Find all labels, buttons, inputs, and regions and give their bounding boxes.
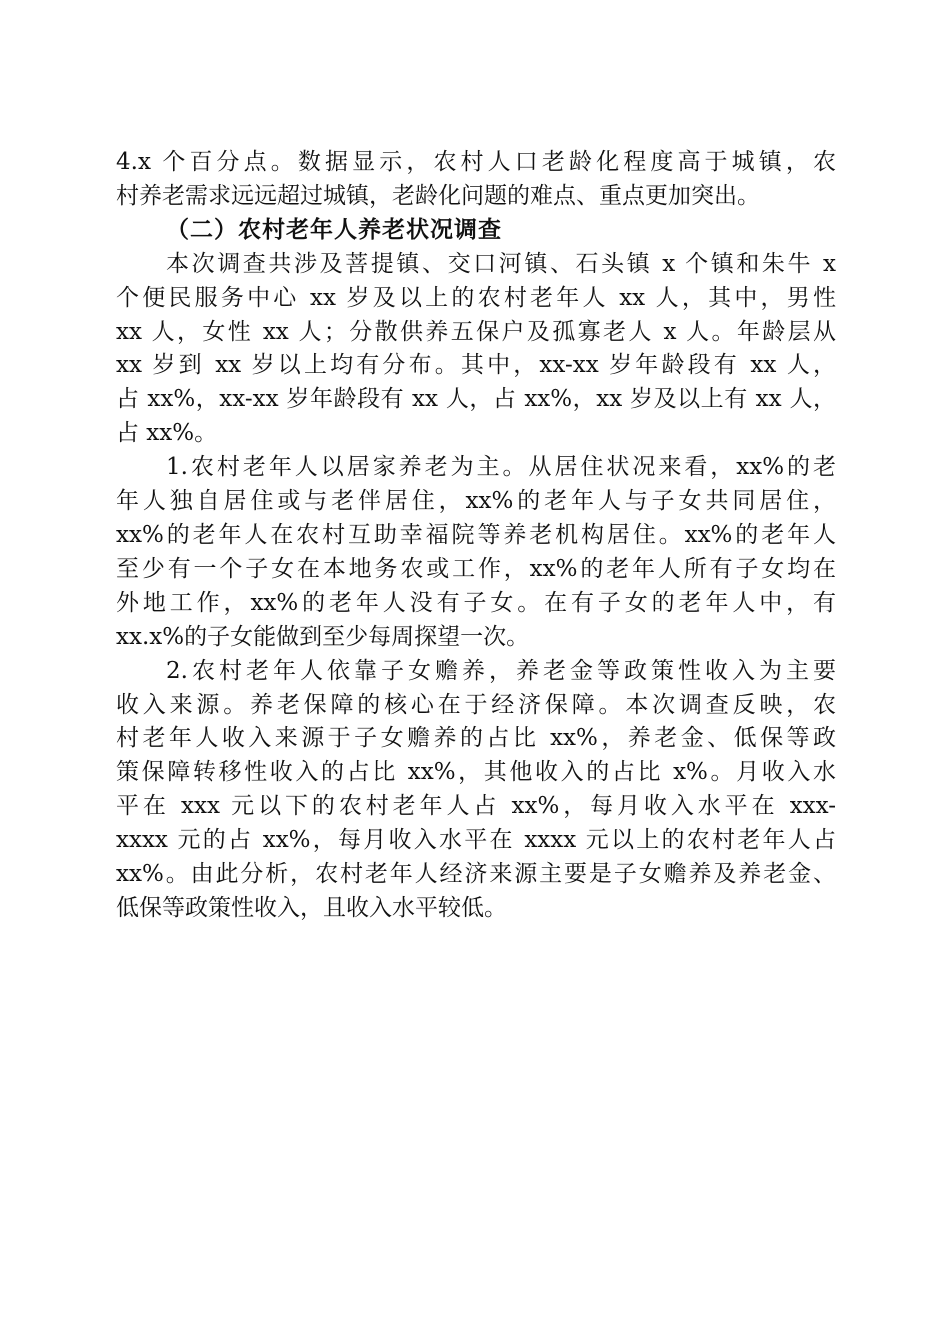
text-line: 村养老需求远远超过城镇，老龄化问题的难点、重点更加突出。 (116, 182, 760, 209)
text-line: 本次调查共涉及菩提镇、交口河镇、石头镇 x 个镇和朱牛 x (166, 250, 836, 277)
text-line: 4.x 个百分点。数据显示，农村人口老龄化程度高于城镇，农 (116, 149, 836, 175)
text-line: xx 人，女性 xx 人；分散供养五保户及孤寡老人 x 人。年龄层从 (116, 318, 836, 345)
text-line: 占 xx%。 (116, 420, 218, 447)
text-line: 收入来源。养老保障的核心在于经济保障。本次调查反映，农 (116, 691, 836, 718)
text-line: 年人独自居住或与老伴居住，xx%的老年人与子女共同居住， (116, 488, 836, 515)
text-line: xx%的老年人在农村互助幸福院等养老机构居住。xx%的老年人 (116, 521, 836, 548)
document-body (116, 146, 836, 926)
text-line: 村老年人收入来源于子女赡养的占比 xx%，养老金、低保等政 (116, 725, 836, 752)
text-line: 个便民服务中心 xx 岁及以上的农村老年人 xx 人，其中，男性 (116, 284, 836, 311)
text-line: xxxx 元的占 xx%，每月收入水平在 xxxx 元以上的农村老年人占 (116, 827, 836, 854)
text-line: 平在 xxx 元以下的农村老年人占 xx%，每月收入水平在 xxx- (116, 793, 836, 820)
text-line: 占 xx%，xx-xx 岁年龄段有 xx 人，占 xx%，xx 岁及以上有 xx 人， (116, 386, 836, 413)
text-line: 外地工作，xx%的老年人没有子女。在有子女的老年人中，有 (116, 589, 836, 616)
text-line: 策保障转移性收入的占比 xx%，其他收入的占比 x%。月收入水 (116, 759, 836, 786)
text-line: 1.农村老年人以居家养老为主。从居住状况来看，xx%的老 (166, 454, 836, 481)
section-heading: （二）农村老年人养老状况调查 (166, 216, 502, 243)
text-line: 2.农村老年人依靠子女赡养，养老金等政策性收入为主要 (166, 657, 836, 684)
text-line: 低保等政策性收入，且收入水平较低。 (116, 894, 507, 921)
text-line: xx.x%的子女能做到至少每周探望一次。 (116, 623, 530, 650)
text-line: xx%。由此分析，农村老年人经济来源主要是子女赡养及养老金、 (116, 861, 836, 888)
text-line: 至少有一个子女在本地务农或工作，xx%的老年人所有子女均在 (116, 555, 836, 582)
text-line: xx 岁到 xx 岁以上均有分布。其中，xx-xx 岁年龄段有 xx 人， (116, 352, 836, 379)
